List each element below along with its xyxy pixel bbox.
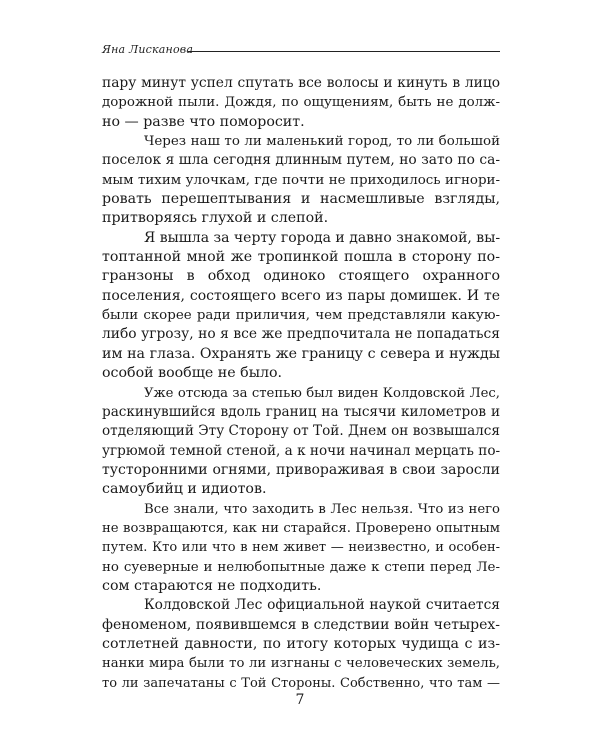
text-line: особой вообще не было. [102, 365, 283, 382]
text-line: были скорее ради приличия, чем представляли какую- [102, 308, 500, 324]
text-line: отделяющий Эту Сторону от Той. Днем он возвышался [102, 423, 500, 440]
text-line: поселок я шла сегодня длинным путем, но зато по са- [102, 152, 500, 169]
author-name: Яна Лисканова [102, 43, 194, 56]
text-line: но суеверные и нелюбопытные даже к степи перед Ле- [102, 559, 500, 575]
header-rule [188, 51, 500, 52]
paragraph [102, 229, 500, 384]
text-line: нанки мира были то ли изгнаны с человеческих земель, [102, 656, 500, 672]
body-text [102, 74, 500, 693]
text-line: тусторонними огнями, привораживая в свои заросли [102, 461, 500, 478]
page-number: 7 [295, 692, 305, 708]
text-line: им на глаза. Охранять же границу с севера и нужды [102, 345, 500, 362]
text-line: то ли запечатаны с Той Стороны. Собственно, что там — [102, 675, 500, 691]
paragraph [102, 384, 500, 500]
paragraph [102, 132, 500, 229]
text-line: Через наш то ли маленький город, то ли большой [144, 134, 500, 150]
text-line: но — разве что поморосит. [102, 113, 305, 130]
text-line: ровать перешептывания и насмешливые взгляды, [102, 191, 500, 208]
text-line: гранзоны в обход одиноко стоящего охранного [102, 268, 500, 285]
text-line: притворяясь глухой и слепой. [102, 210, 329, 227]
text-line: путем. Кто или что в нем живет — неизвестно, и особен- [102, 540, 500, 556]
text-line: феноменом, появившемся в следствии войн четырех- [102, 616, 500, 633]
text-line: топтанной мной же тропинкой пошла в сторону по- [102, 249, 500, 266]
text-line: Колдовской Лес официальной наукой считается [144, 597, 500, 614]
text-line: сотлетней давности, по итогу которых чудища с из- [102, 635, 500, 652]
paragraph [102, 74, 500, 132]
paragraph [102, 500, 500, 597]
text-line: поселения, состоящего всего из пары домишек. И те [102, 287, 500, 304]
running-head [102, 40, 500, 62]
text-line: Уже отсюда за степью был виден Колдовской Лес, [144, 385, 500, 401]
paragraph [102, 596, 500, 693]
text-line: самоубийц и идиотов. [102, 481, 267, 498]
text-line: либо угрозу, но я все же предпочитала не попадаться [102, 326, 500, 343]
text-line: дорожной пыли. Дождя, по ощущениям, быть не долж- [102, 95, 500, 111]
text-line: угрюмой темной стеной, а к ночи начинал мерцать по- [102, 442, 501, 459]
text-line: Все знали, что заходить в Лес нельзя. Что из него [144, 501, 500, 517]
text-line: Я вышла за черту города и давно знакомой, вы- [144, 229, 501, 246]
text-line: раскинувшийся вдоль границ на тысячи километров и [102, 403, 500, 420]
text-line: не возвращаются, как ни старайся. Проверено опытным [102, 520, 500, 536]
text-line: пару минут успел спутать все волосы и кинуть в лицо [102, 75, 500, 91]
text-line: мым тихим улочкам, где почти не приходилось игнори- [102, 172, 500, 188]
text-line: сом стараются не подходить. [102, 577, 322, 594]
